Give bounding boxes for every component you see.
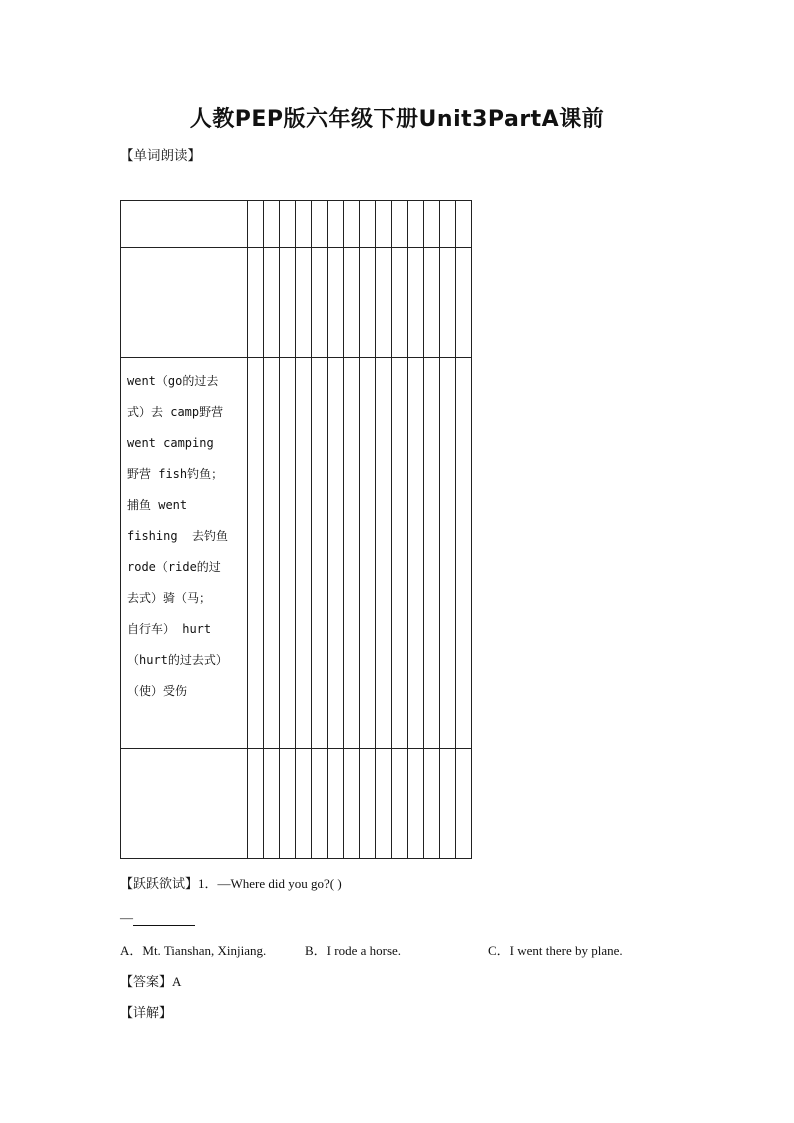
table-cell — [360, 358, 376, 749]
table-cell — [344, 358, 360, 749]
table-cell — [456, 358, 472, 749]
table-cell — [264, 248, 280, 358]
table-cell — [456, 248, 472, 358]
table-cell — [344, 248, 360, 358]
table-cell — [328, 201, 344, 248]
table-cell — [440, 248, 456, 358]
table-cell — [408, 248, 424, 358]
table-cell — [121, 201, 248, 248]
option-a: A．Mt. Tianshan, Xinjiang. — [120, 943, 267, 958]
table-cell — [280, 201, 296, 248]
table-cell — [440, 358, 456, 749]
table-cell — [312, 749, 328, 859]
table-cell — [328, 749, 344, 859]
table-cell — [376, 248, 392, 358]
table-cell — [296, 201, 312, 248]
table-cell — [376, 201, 392, 248]
question-text: 【跃跃欲试】1．—Where did you go?( ) — [120, 876, 342, 891]
table-cell — [248, 201, 264, 248]
table-cell — [248, 749, 264, 859]
table-cell — [408, 201, 424, 248]
table-cell — [344, 201, 360, 248]
table-cell — [121, 749, 248, 859]
table-cell — [392, 749, 408, 859]
table-cell — [408, 749, 424, 859]
table-cell — [296, 749, 312, 859]
table-cell — [424, 248, 440, 358]
table-cell — [121, 248, 248, 358]
section-heading-vocab: 【单词朗读】 — [120, 148, 201, 164]
table-cell — [344, 749, 360, 859]
table-cell — [264, 201, 280, 248]
vocab-table — [120, 200, 472, 859]
table-cell — [312, 358, 328, 749]
page-title: 人教PEP版六年级下册Unit3PartA课前 — [189, 107, 605, 132]
answer-blank — [120, 910, 195, 926]
table-cell — [248, 248, 264, 358]
table-cell — [264, 749, 280, 859]
table-cell — [328, 358, 344, 749]
table-cell — [456, 201, 472, 248]
table-cell — [424, 201, 440, 248]
table-cell — [328, 248, 344, 358]
table-cell — [392, 201, 408, 248]
table-cell — [360, 749, 376, 859]
table-cell — [296, 358, 312, 749]
table-cell — [424, 358, 440, 749]
table-cell — [312, 201, 328, 248]
detail-heading: 【详解】 — [120, 1005, 173, 1020]
table-cell — [360, 248, 376, 358]
table-cell — [456, 749, 472, 859]
table-cell — [440, 749, 456, 859]
table-cell — [392, 248, 408, 358]
table-row — [121, 248, 472, 358]
table-cell — [360, 201, 376, 248]
option-c: C．I went there by plane. — [488, 943, 623, 958]
table-cell — [121, 358, 248, 749]
blank-dash: — — [120, 910, 133, 925]
table-cell — [248, 358, 264, 749]
answer-text: 【答案】A — [120, 974, 182, 989]
table-cell — [376, 749, 392, 859]
table-cell — [408, 358, 424, 749]
table-cell — [440, 201, 456, 248]
table-cell — [280, 358, 296, 749]
option-b: B．I rode a horse. — [305, 943, 402, 958]
table-cell — [392, 358, 408, 749]
table-cell — [280, 248, 296, 358]
vocab-list-text: went（go的过去 式）去 camp野营 went camping 野营 fish钓鱼； 捕鱼 went fishing 去钓鱼 rode（ride的过 去式）骑（马； 自行车） hurt （hurt的过去式） （使）受伤 — [127, 374, 229, 698]
table-cell — [424, 749, 440, 859]
table-cell — [280, 749, 296, 859]
table-cell — [264, 358, 280, 749]
table-row — [121, 201, 472, 248]
table-row — [121, 749, 472, 859]
table-row — [121, 358, 472, 749]
table-cell — [376, 358, 392, 749]
table-cell — [296, 248, 312, 358]
table-cell — [312, 248, 328, 358]
blank-line — [133, 913, 195, 926]
